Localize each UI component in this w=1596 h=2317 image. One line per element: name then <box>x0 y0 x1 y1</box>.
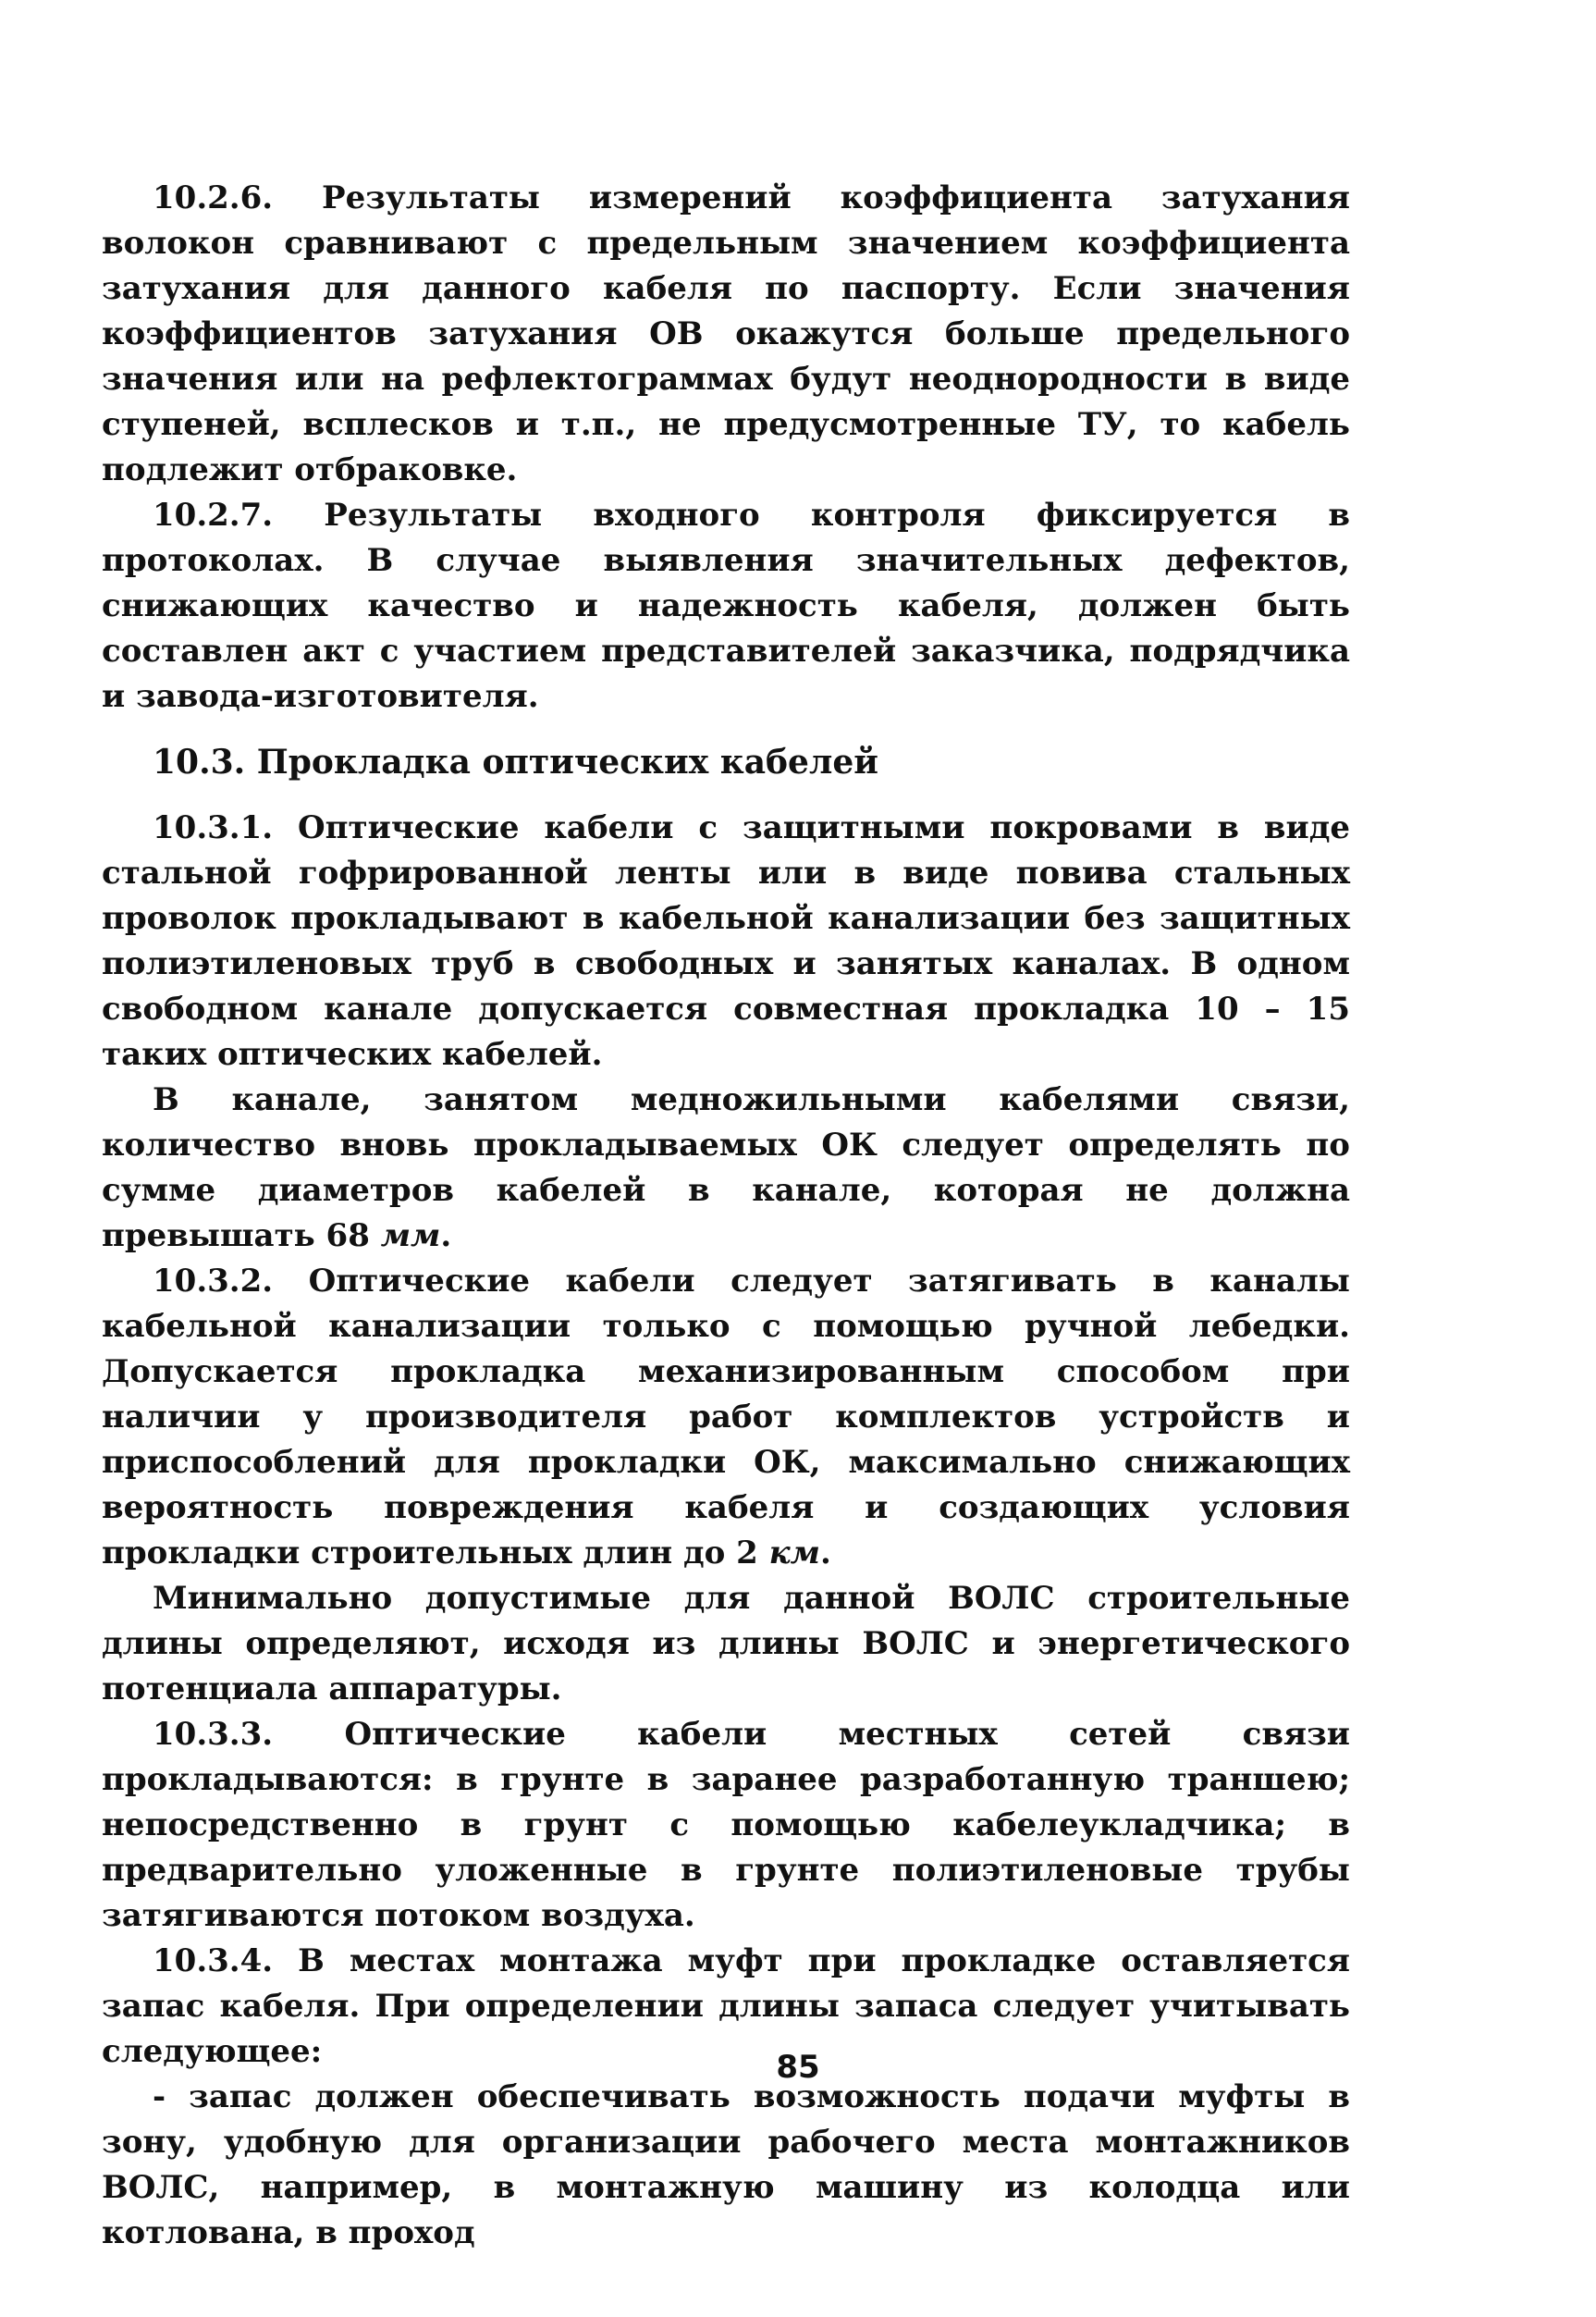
paragraph-text: В канале, занятом медножильными кабелями связи, количество вновь прокладываемых ОК следует определять по сумме диаметров кабелей в канале, которая не должна превышать 68 <box>102 1081 1350 1254</box>
paragraph-text: 10.3.2. Оптические кабели следует затягивать в каналы кабельной канализации только с помощью ручной лебедки. Допускается прокладка механизированным способом при наличии у производителя работ комплектов устройств и приспособлений для прокладки ОК, максимально снижающих вероятность повреждения кабеля и создающих условия прокладки строительных длин до 2 <box>102 1263 1350 1571</box>
paragraph-10-3-4: 10.3.4. В местах монтажа муфт при прокладке оставляется запас кабеля. При определении длины запаса следует учитывать следующее: <box>102 1942 1350 2070</box>
paragraph-10-3-3: 10.3.3. Оптические кабели местных сетей связи прокладываются: в грунте в заранее разработанную траншею; непосредственно в грунт с помощью кабелеукладчика; в предварительно уложенные в грунте полиэтиленовые трубы затягиваются потоком воздуха. <box>102 1716 1350 1934</box>
paragraph-10-2-7: 10.2.7. Результаты входного контроля фиксируется в протоколах. В случае выявления значительных дефектов, снижающих качество и надежность кабеля, должен быть составлен акт с участием представителей заказчика, подрядчика и завода-изготовителя. <box>102 497 1350 715</box>
paragraph-end: . <box>820 1534 831 1571</box>
document-body <box>102 176 1350 2256</box>
paragraph-10-2-6: 10.2.6. Результаты измерений коэффициента затухания волокон сравнивают с предельным значением коэффициента затухания для данного кабеля по паспорту. Если значения коэффициентов затухания ОВ окажутся больше предельного значения или на рефлектограммах будут неоднородности в виде ступеней, всплесков и т.п., не предусмотренные ТУ, то кабель подлежит отбраковке. <box>102 179 1350 488</box>
unit-km: км <box>768 1534 821 1571</box>
paragraph-10-3-2 <box>102 1259 1350 1576</box>
section-heading: 10.3. Прокладка оптических кабелей <box>153 743 878 782</box>
paragraph-10-3-4-list-item: - запас должен обеспечивать возможность подачи муфты в зону, удобную для организации рабочего места монтажников ВОЛС, например, в монтажную машину из колодца или котлована, в проход <box>102 2078 1350 2251</box>
paragraph-10-3-2-continuation: Минимально допустимые для данной ВОЛС строительные длины определяют, исходя из длины ВОЛС и энергетического потенциала аппаратуры. <box>102 1580 1350 1707</box>
paragraph-end: . <box>440 1217 452 1254</box>
paragraph-10-3-1-continuation <box>102 1078 1350 1259</box>
page-number: 85 <box>776 2049 820 2086</box>
paragraph-10-3-1: 10.3.1. Оптические кабели с защитными покровами в виде стальной гофрированной ленты или в виде повива стальных проволок прокладывают в кабельной канализации без защитных полиэтиленовых труб в свободных и занятых каналах. В одном свободном канале допускается совместная прокладка 10 – 15 таких оптических кабелей. <box>102 809 1350 1073</box>
unit-mm: мм <box>380 1217 441 1254</box>
